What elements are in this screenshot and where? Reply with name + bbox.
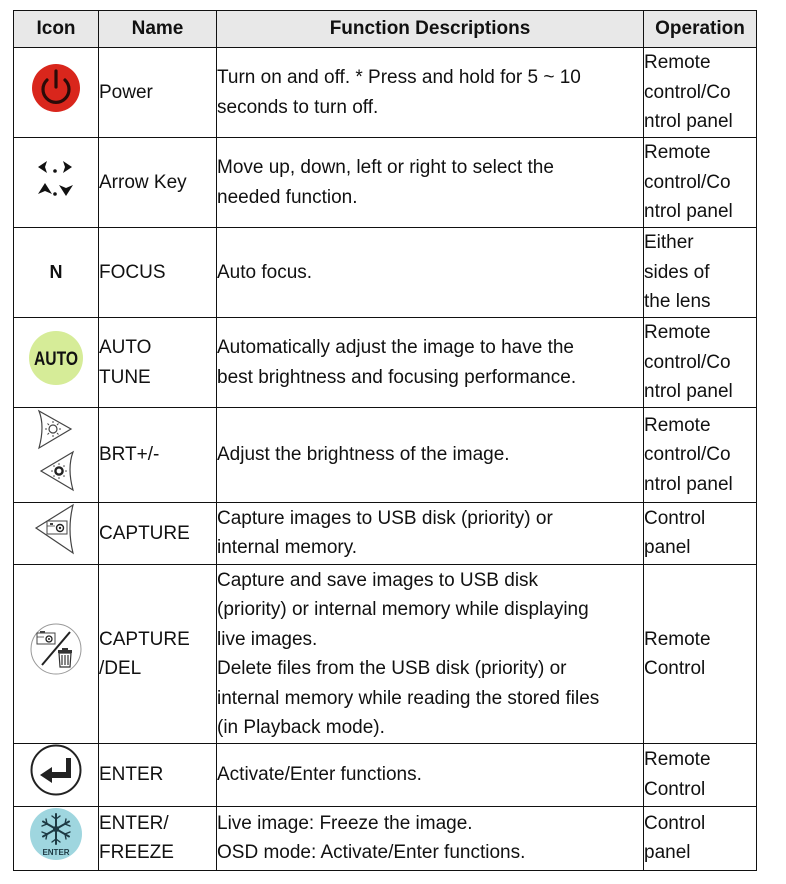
name-text: BRT+/- — [99, 444, 160, 465]
table-row-auto-tune — [14, 318, 757, 408]
table-row-enter-freeze — [14, 806, 757, 871]
icon-cell — [14, 565, 99, 744]
header-name: Name — [99, 11, 217, 48]
name-cell — [99, 228, 217, 318]
icon-cell — [14, 806, 99, 871]
capture-icon — [33, 503, 79, 565]
name-text: ENTER — [99, 764, 164, 785]
description-line: Automatically adjust the image to have the — [217, 337, 574, 358]
enter-icon — [30, 744, 82, 806]
description-cell — [217, 502, 644, 565]
table-row-capture — [14, 502, 757, 565]
icon-cell — [14, 744, 99, 807]
operation-cell — [644, 228, 757, 318]
description-line: (priority) or internal memory while displaying — [217, 599, 589, 620]
header-operation: Operation — [644, 11, 757, 48]
name-text: TUNE — [99, 366, 151, 388]
description-line: OSD mode: Activate/Enter functions. — [217, 842, 526, 864]
operation-line: Remote — [644, 749, 711, 771]
operation-line: Remote — [644, 628, 711, 650]
operation-line: Remote — [644, 142, 711, 164]
table-row-arrow-key — [14, 138, 757, 228]
name-cell — [99, 565, 217, 744]
description-line: Auto focus. — [217, 261, 313, 283]
description-line: Delete files from the USB disk (priority) or — [217, 658, 567, 679]
description-line: Activate/Enter functions. — [217, 764, 422, 785]
operation-line: Control — [644, 507, 706, 529]
operation-cell — [644, 318, 757, 408]
icon-cell — [14, 228, 99, 318]
description-cell — [217, 228, 644, 318]
table-row-capture-delete — [14, 565, 757, 744]
description-line: best brightness and focusing performance. — [217, 366, 577, 388]
name-cell — [99, 48, 217, 138]
operation-line: control/Co — [644, 351, 731, 373]
name-cell — [99, 502, 217, 565]
operation-cell — [644, 48, 757, 138]
icon-cell — [14, 138, 99, 228]
name-text: CAPTURE — [99, 628, 190, 650]
operation-line: ntrol panel — [644, 201, 733, 223]
header-row — [14, 11, 757, 48]
arrow-keys-icon — [34, 156, 78, 210]
operation-cell — [644, 502, 757, 565]
name-text: CAPTURE — [99, 522, 190, 544]
icon-cell — [14, 408, 99, 503]
icon-cell — [14, 502, 99, 565]
name-cell — [99, 408, 217, 503]
operation-line: Either — [644, 232, 694, 254]
operation-line: panel — [644, 842, 691, 864]
table-row-enter — [14, 744, 757, 807]
description-cell — [217, 318, 644, 408]
operation-cell — [644, 806, 757, 871]
svg-text:AUTO: AUTO — [34, 348, 78, 370]
header-description: Function Descriptions — [217, 11, 644, 48]
description-line: live images. — [217, 628, 318, 650]
description-line: (in Playback mode). — [217, 717, 385, 738]
operation-cell — [644, 565, 757, 744]
operation-line: Control — [644, 778, 706, 800]
capture-delete-icon — [30, 623, 82, 685]
description-line: seconds to turn off. — [217, 96, 379, 118]
description-cell — [217, 565, 644, 744]
operation-cell — [644, 744, 757, 807]
name-text: FREEZE — [99, 842, 174, 864]
name-cell — [99, 744, 217, 807]
operation-line: Control — [644, 812, 706, 834]
name-cell — [99, 138, 217, 228]
name-text: Power — [99, 81, 153, 103]
svg-text:ENTER: ENTER — [42, 847, 70, 857]
focus-n-icon: N — [49, 261, 63, 282]
description-line: Live image: Freeze the image. — [217, 812, 473, 834]
description-line: internal memory. — [217, 537, 358, 559]
header-icon: Icon — [14, 11, 99, 48]
description-line: needed function. — [217, 186, 358, 208]
operation-line: Control — [644, 658, 706, 679]
table-row-power — [14, 48, 757, 138]
operation-line: control/Co — [644, 171, 731, 193]
description-line: Move up, down, left or right to select the — [217, 157, 554, 178]
operation-line: control/Co — [644, 444, 731, 465]
description-line: Adjust the brightness of the image. — [217, 444, 510, 465]
operation-line: ntrol panel — [644, 473, 733, 495]
description-cell — [217, 408, 644, 503]
name-cell — [99, 318, 217, 408]
operation-line: Remote — [644, 414, 711, 436]
description-line: Capture images to USB disk (priority) or — [217, 507, 553, 529]
operation-cell — [644, 408, 757, 503]
name-text: /DEL — [99, 658, 142, 679]
description-line: internal memory while reading the stored files — [217, 687, 600, 709]
operation-cell — [644, 138, 757, 228]
operation-line: Remote — [644, 322, 711, 344]
icon-cell — [14, 48, 99, 138]
name-text: FOCUS — [99, 261, 166, 283]
freeze-enter-icon — [29, 807, 83, 871]
power-icon — [31, 63, 81, 123]
operation-line: Remote — [644, 52, 711, 74]
table-row-focus — [14, 228, 757, 318]
name-cell — [99, 806, 217, 871]
operation-line: sides of — [644, 261, 710, 283]
name-text: ENTER/ — [99, 812, 169, 834]
operation-line: ntrol panel — [644, 381, 733, 403]
name-text: AUTO — [99, 337, 152, 358]
operation-line: panel — [644, 537, 691, 559]
table-row-brightness — [14, 408, 757, 503]
description-cell — [217, 48, 644, 138]
description-line: Capture and save images to USB disk — [217, 569, 539, 591]
description-line: Turn on and off. * Press and hold for 5 ~ 10 — [217, 67, 581, 88]
operation-line: control/Co — [644, 81, 731, 103]
description-cell — [217, 744, 644, 807]
auto-tune-icon — [28, 330, 84, 396]
function-table — [13, 10, 757, 871]
brightness-icon — [33, 408, 79, 502]
description-cell — [217, 138, 644, 228]
icon-cell — [14, 318, 99, 408]
operation-line: ntrol panel — [644, 111, 733, 133]
operation-line: the lens — [644, 291, 711, 313]
description-cell — [217, 806, 644, 871]
name-text: Arrow Key — [99, 171, 187, 193]
